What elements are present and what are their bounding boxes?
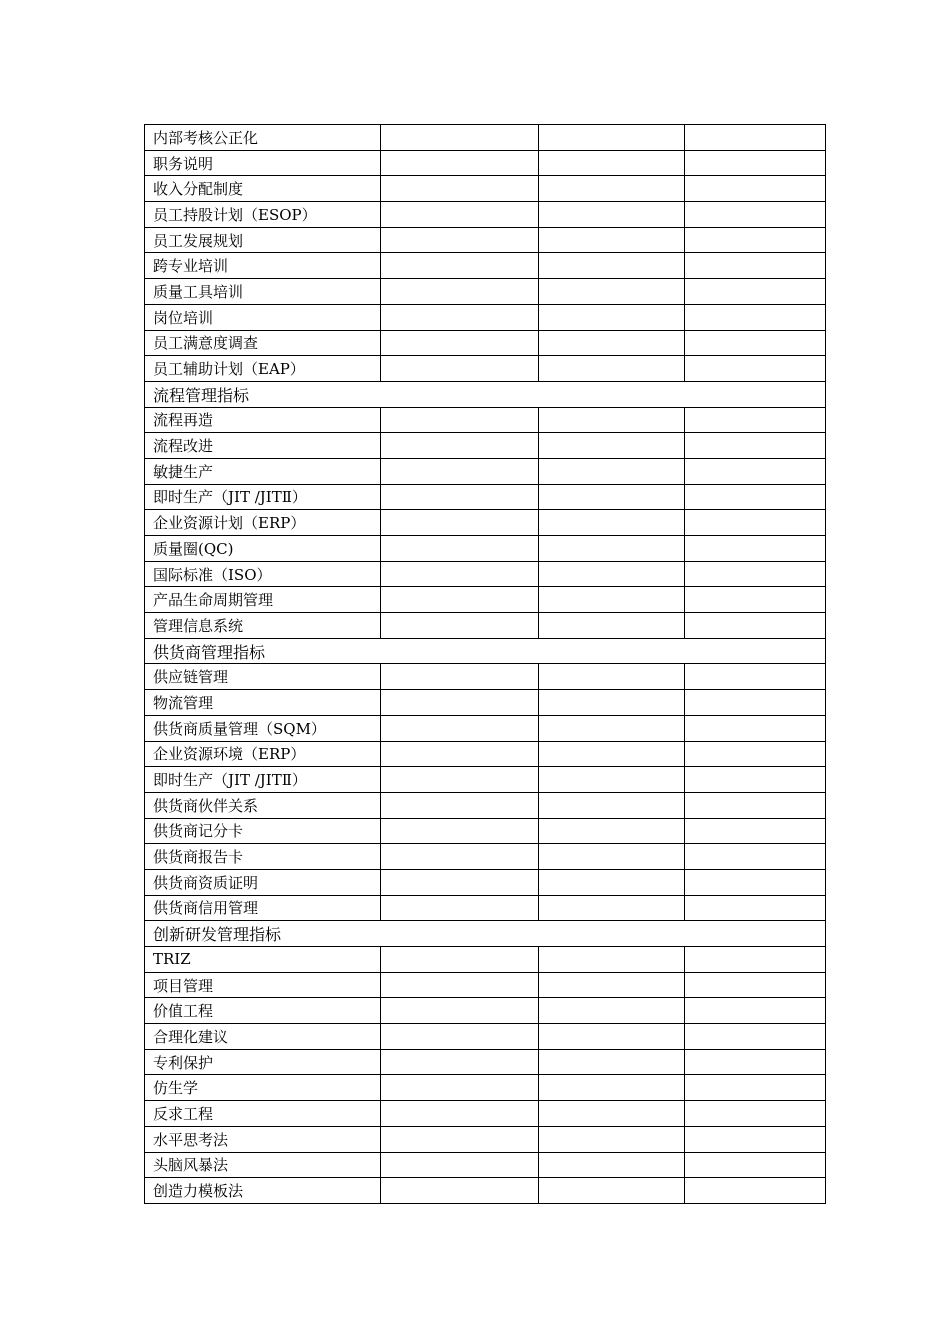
empty-cell — [381, 1101, 539, 1127]
table-row — [145, 1024, 826, 1050]
empty-cell — [685, 1049, 826, 1075]
empty-cell — [685, 613, 826, 639]
empty-cell — [685, 202, 826, 228]
empty-cell — [381, 613, 539, 639]
table-row — [145, 458, 826, 484]
empty-cell — [539, 356, 685, 382]
empty-cell — [381, 1075, 539, 1101]
empty-cell — [685, 869, 826, 895]
empty-cell — [685, 587, 826, 613]
table-row — [145, 947, 826, 973]
empty-cell — [381, 176, 539, 202]
table-row — [145, 613, 826, 639]
empty-cell — [685, 1075, 826, 1101]
table-row — [145, 972, 826, 998]
empty-cell — [381, 433, 539, 459]
empty-cell — [539, 304, 685, 330]
row-label: 价值工程 — [145, 998, 381, 1024]
empty-cell — [381, 484, 539, 510]
table-row — [145, 664, 826, 690]
empty-cell — [685, 741, 826, 767]
row-label: TRIZ — [145, 947, 381, 973]
empty-cell — [685, 998, 826, 1024]
empty-cell — [539, 587, 685, 613]
empty-cell — [685, 792, 826, 818]
section-header-row — [145, 638, 826, 664]
empty-cell — [539, 767, 685, 793]
table-row — [145, 202, 826, 228]
empty-cell — [381, 1049, 539, 1075]
empty-cell — [381, 895, 539, 921]
empty-cell — [381, 253, 539, 279]
section-title: 供货商管理指标 — [145, 638, 826, 664]
row-label: 物流管理 — [145, 690, 381, 716]
table-row — [145, 715, 826, 741]
empty-cell — [381, 125, 539, 151]
empty-cell — [539, 279, 685, 305]
row-label: 企业资源计划（ERP） — [145, 510, 381, 536]
row-label: 供应链管理 — [145, 664, 381, 690]
row-label: 水平思考法 — [145, 1126, 381, 1152]
table-row — [145, 227, 826, 253]
empty-cell — [381, 1178, 539, 1204]
empty-cell — [381, 587, 539, 613]
empty-cell — [685, 407, 826, 433]
empty-cell — [685, 664, 826, 690]
row-label: 仿生学 — [145, 1075, 381, 1101]
section-header-row — [145, 921, 826, 947]
empty-cell — [539, 947, 685, 973]
empty-cell — [685, 715, 826, 741]
row-label: 员工满意度调查 — [145, 330, 381, 356]
empty-cell — [685, 818, 826, 844]
table-row — [145, 1075, 826, 1101]
table-row — [145, 561, 826, 587]
empty-cell — [381, 947, 539, 973]
empty-cell — [539, 510, 685, 536]
row-label: 供货商质量管理（SQM） — [145, 715, 381, 741]
row-label: 反求工程 — [145, 1101, 381, 1127]
row-label: 质量工具培训 — [145, 279, 381, 305]
row-label: 供货商报告卡 — [145, 844, 381, 870]
empty-cell — [685, 844, 826, 870]
row-label: 员工发展规划 — [145, 227, 381, 253]
empty-cell — [539, 1101, 685, 1127]
empty-cell — [685, 433, 826, 459]
empty-cell — [685, 690, 826, 716]
table-row — [145, 844, 826, 870]
empty-cell — [539, 330, 685, 356]
empty-cell — [539, 869, 685, 895]
row-label: 即时生产（JIT /JITⅡ） — [145, 484, 381, 510]
row-label: 即时生产（JIT /JITⅡ） — [145, 767, 381, 793]
row-label: 供货商资质证明 — [145, 869, 381, 895]
empty-cell — [539, 895, 685, 921]
table-row — [145, 587, 826, 613]
empty-cell — [539, 433, 685, 459]
row-label: 流程改进 — [145, 433, 381, 459]
empty-cell — [685, 150, 826, 176]
table-row — [145, 1178, 826, 1204]
table-row — [145, 330, 826, 356]
empty-cell — [685, 1152, 826, 1178]
row-label: 企业资源环境（ERP） — [145, 741, 381, 767]
row-label: 职务说明 — [145, 150, 381, 176]
empty-cell — [381, 844, 539, 870]
empty-cell — [685, 279, 826, 305]
indicator-table — [144, 124, 826, 1204]
empty-cell — [381, 510, 539, 536]
empty-cell — [381, 458, 539, 484]
empty-cell — [539, 972, 685, 998]
empty-cell — [381, 767, 539, 793]
empty-cell — [685, 356, 826, 382]
table-row — [145, 1101, 826, 1127]
empty-cell — [685, 176, 826, 202]
empty-cell — [539, 1178, 685, 1204]
empty-cell — [381, 407, 539, 433]
empty-cell — [381, 818, 539, 844]
empty-cell — [685, 972, 826, 998]
empty-cell — [539, 176, 685, 202]
table-row — [145, 407, 826, 433]
row-label: 合理化建议 — [145, 1024, 381, 1050]
empty-cell — [685, 1101, 826, 1127]
row-label: 跨专业培训 — [145, 253, 381, 279]
empty-cell — [539, 1126, 685, 1152]
row-label: 内部考核公正化 — [145, 125, 381, 151]
empty-cell — [539, 818, 685, 844]
empty-cell — [685, 484, 826, 510]
empty-cell — [685, 510, 826, 536]
empty-cell — [685, 458, 826, 484]
empty-cell — [539, 741, 685, 767]
empty-cell — [539, 998, 685, 1024]
table-row — [145, 895, 826, 921]
table-row — [145, 792, 826, 818]
row-label: 敏捷生产 — [145, 458, 381, 484]
empty-cell — [381, 1024, 539, 1050]
row-label: 质量圈(QC) — [145, 536, 381, 562]
section-title: 创新研发管理指标 — [145, 921, 826, 947]
empty-cell — [381, 561, 539, 587]
empty-cell — [685, 125, 826, 151]
row-label: 供货商记分卡 — [145, 818, 381, 844]
table-row — [145, 279, 826, 305]
table-row — [145, 690, 826, 716]
row-label: 收入分配制度 — [145, 176, 381, 202]
empty-cell — [381, 150, 539, 176]
table-row — [145, 818, 826, 844]
empty-cell — [539, 715, 685, 741]
empty-cell — [539, 458, 685, 484]
empty-cell — [381, 972, 539, 998]
empty-cell — [685, 1126, 826, 1152]
empty-cell — [381, 1126, 539, 1152]
row-label: 流程再造 — [145, 407, 381, 433]
table-row — [145, 253, 826, 279]
empty-cell — [381, 304, 539, 330]
empty-cell — [381, 1152, 539, 1178]
empty-cell — [381, 998, 539, 1024]
empty-cell — [539, 407, 685, 433]
empty-cell — [539, 125, 685, 151]
empty-cell — [685, 1024, 826, 1050]
empty-cell — [539, 1024, 685, 1050]
table-row — [145, 176, 826, 202]
empty-cell — [381, 664, 539, 690]
empty-cell — [381, 356, 539, 382]
empty-cell — [381, 279, 539, 305]
empty-cell — [381, 741, 539, 767]
row-label: 供货商伙伴关系 — [145, 792, 381, 818]
row-label: 创造力模板法 — [145, 1178, 381, 1204]
empty-cell — [685, 253, 826, 279]
empty-cell — [539, 150, 685, 176]
empty-cell — [381, 330, 539, 356]
table-row — [145, 1126, 826, 1152]
empty-cell — [539, 484, 685, 510]
empty-cell — [539, 1075, 685, 1101]
empty-cell — [539, 664, 685, 690]
empty-cell — [539, 792, 685, 818]
table-row — [145, 1049, 826, 1075]
row-label: 项目管理 — [145, 972, 381, 998]
empty-cell — [539, 1152, 685, 1178]
row-label: 岗位培训 — [145, 304, 381, 330]
empty-cell — [539, 202, 685, 228]
table-row — [145, 510, 826, 536]
row-label: 产品生命周期管理 — [145, 587, 381, 613]
table-row — [145, 304, 826, 330]
table-row — [145, 150, 826, 176]
empty-cell — [539, 1049, 685, 1075]
empty-cell — [685, 1178, 826, 1204]
table-row — [145, 356, 826, 382]
empty-cell — [381, 202, 539, 228]
empty-cell — [685, 227, 826, 253]
empty-cell — [381, 690, 539, 716]
section-header-row — [145, 381, 826, 407]
table-row — [145, 1152, 826, 1178]
empty-cell — [685, 304, 826, 330]
table-row — [145, 998, 826, 1024]
row-label: 管理信息系统 — [145, 613, 381, 639]
table-row — [145, 125, 826, 151]
row-label: 头脑风暴法 — [145, 1152, 381, 1178]
table-row — [145, 536, 826, 562]
table-row — [145, 767, 826, 793]
row-label: 员工持股计划（ESOP） — [145, 202, 381, 228]
empty-cell — [685, 895, 826, 921]
empty-cell — [381, 715, 539, 741]
table-row — [145, 741, 826, 767]
row-label: 国际标准（ISO） — [145, 561, 381, 587]
empty-cell — [685, 536, 826, 562]
empty-cell — [539, 227, 685, 253]
empty-cell — [381, 792, 539, 818]
empty-cell — [539, 561, 685, 587]
empty-cell — [539, 613, 685, 639]
empty-cell — [685, 767, 826, 793]
empty-cell — [685, 330, 826, 356]
empty-cell — [685, 947, 826, 973]
table-row — [145, 869, 826, 895]
table-row — [145, 433, 826, 459]
empty-cell — [539, 844, 685, 870]
row-label: 员工辅助计划（EAP） — [145, 356, 381, 382]
empty-cell — [381, 869, 539, 895]
table-row — [145, 484, 826, 510]
empty-cell — [685, 561, 826, 587]
empty-cell — [381, 536, 539, 562]
row-label: 供货商信用管理 — [145, 895, 381, 921]
empty-cell — [381, 227, 539, 253]
empty-cell — [539, 253, 685, 279]
section-title: 流程管理指标 — [145, 381, 826, 407]
row-label: 专利保护 — [145, 1049, 381, 1075]
empty-cell — [539, 536, 685, 562]
empty-cell — [539, 690, 685, 716]
